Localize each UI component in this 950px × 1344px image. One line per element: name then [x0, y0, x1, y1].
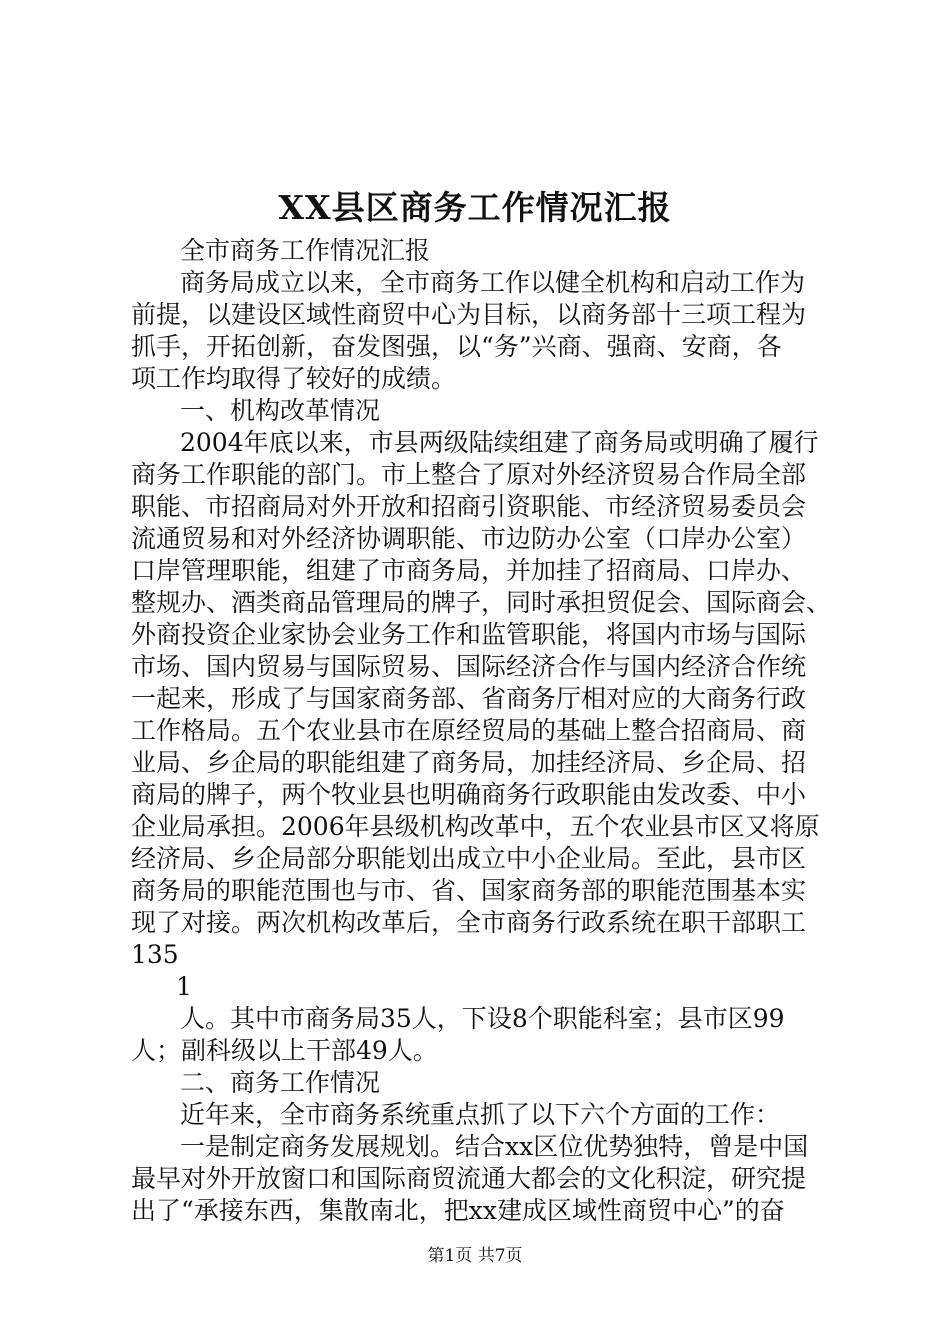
body-line: 商局的牌子，两个牧业县也明确商务行政职能由发改委、中小 [131, 780, 807, 809]
body-line: 流通贸易和对外经济协调职能、市边防办公室（口岸办公室） [131, 524, 807, 553]
section-heading: 二、商务工作情况 [180, 1068, 381, 1097]
body-line: 前提，以建设区域性商贸中心为目标，以商务部十三项工程为 [131, 300, 807, 329]
body-line: 全市商务工作情况汇报 [180, 236, 431, 265]
body-line: 项工作均取得了较好的成绩。 [131, 364, 457, 393]
body-line: 整规办、酒类商品管理局的牌子，同时承担贸促会、国际商会、 [131, 588, 832, 617]
body-line: 人；副科级以上干部49人。 [131, 1036, 438, 1065]
body-line: 抓手，开拓创新，奋发图强，以“务”兴商、强商、安商，各 [131, 332, 782, 361]
body-line: 口岸管理职能，组建了市商务局，并加挂了招商局、口岸办、 [131, 556, 807, 585]
body-line: 工作格局。五个农业县市在原经贸局的基础上整合招商局、商 [131, 716, 807, 745]
body-line: 外商投资企业家协会业务工作和监管职能，将国内市场与国际 [131, 620, 807, 649]
body-line: 现了对接。两次机构改革后，全市商务行政系统在职干部职工 [131, 908, 807, 937]
body-line: 一起来，形成了与国家商务部、省商务厅相对应的大商务行政 [131, 684, 807, 713]
body-line: 一是制定商务发展规划。结合xx区位优势独特，曾是中国 [180, 1132, 809, 1161]
body-line: 职能、市招商局对外开放和招商引资职能、市经济贸易委员会 [131, 492, 807, 521]
body-line: 1 [176, 972, 192, 1001]
body-line: 企业局承担。2006年县级机构改革中，五个农业县市区又将原 [131, 812, 820, 841]
body-line: 2004年底以来，市县两级陆续组建了商务局或明确了履行 [180, 428, 819, 457]
body-line: 业局、乡企局的职能组建了商务局，加挂经济局、乡企局、招 [131, 748, 807, 777]
body-line: 商务工作职能的部门。市上整合了原对外经济贸易合作局全部 [131, 460, 807, 489]
body-line: 135 [131, 940, 179, 969]
body-line: 商务局的职能范围也与市、省、国家商务部的职能范围基本实 [131, 876, 807, 905]
section-heading: 一、机构改革情况 [180, 396, 381, 425]
document-title: XX县区商务工作情况汇报 [278, 188, 672, 227]
body-line: 出了“承接东西，集散南北，把xx建成区域性商贸中心”的奋 [131, 1196, 785, 1225]
body-line: 最早对外开放窗口和国际商贸流通大都会的文化积淀，研究提 [131, 1164, 807, 1193]
body-line: 经济局、乡企局部分职能划出成立中小企业局。至此，县市区 [131, 844, 807, 873]
page-footer: 第1页 共7页 [427, 1246, 523, 1266]
body-line: 市场、国内贸易与国际贸易、国际经济合作与国内经济合作统 [131, 652, 807, 681]
body-line: 人。其中市商务局35人，下设8个职能科室；县市区99 [180, 1004, 785, 1033]
body-line: 商务局成立以来，全市商务工作以健全机构和启动工作为 [180, 268, 806, 297]
body-line: 近年来，全市商务系统重点抓了以下六个方面的工作： [180, 1100, 781, 1129]
